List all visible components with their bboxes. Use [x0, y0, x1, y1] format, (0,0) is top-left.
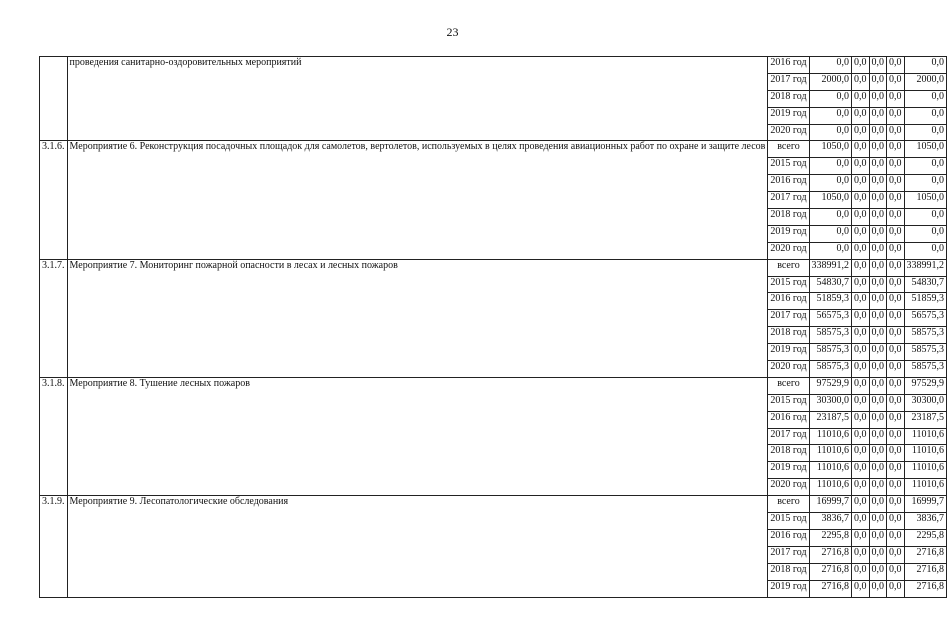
value-cell: 0,0 [887, 563, 905, 580]
value-cell: 0,0 [869, 377, 887, 394]
value-cell: 0,0 [887, 242, 905, 259]
year-cell: 2017 год [768, 192, 809, 209]
measure-description: Мероприятие 7. Мониторинг пожарной опасности в лесах и лесных пожаров [67, 259, 768, 377]
value-cell: 0,0 [869, 158, 887, 175]
value-cell: 16999,7 [809, 496, 852, 513]
value-cell: 23187,5 [904, 411, 947, 428]
value-cell: 0,0 [887, 225, 905, 242]
value-cell: 0,0 [904, 90, 947, 107]
year-cell: 2016 год [768, 175, 809, 192]
value-cell: 0,0 [887, 192, 905, 209]
value-cell: 338991,2 [809, 259, 852, 276]
value-cell: 0,0 [852, 57, 870, 74]
value-cell: 0,0 [887, 529, 905, 546]
value-cell: 51859,3 [904, 293, 947, 310]
value-cell: 0,0 [869, 546, 887, 563]
year-cell: 2016 год [768, 57, 809, 74]
value-cell: 0,0 [887, 377, 905, 394]
value-cell: 0,0 [887, 344, 905, 361]
value-cell: 0,0 [887, 428, 905, 445]
value-cell: 0,0 [809, 124, 852, 141]
value-cell: 0,0 [869, 513, 887, 530]
value-cell: 11010,6 [904, 428, 947, 445]
value-cell: 56575,3 [809, 310, 852, 327]
value-cell: 0,0 [887, 259, 905, 276]
value-cell: 1050,0 [809, 192, 852, 209]
value-cell: 0,0 [852, 513, 870, 530]
value-cell: 0,0 [869, 276, 887, 293]
measure-code: 3.1.9. [40, 496, 68, 597]
value-cell: 0,0 [887, 310, 905, 327]
value-cell: 1050,0 [904, 141, 947, 158]
value-cell: 0,0 [869, 394, 887, 411]
value-cell: 0,0 [852, 428, 870, 445]
value-cell: 0,0 [887, 141, 905, 158]
value-cell: 0,0 [904, 57, 947, 74]
measure-description: проведения санитарно-оздоровительных мероприятий [67, 57, 768, 141]
value-cell: 0,0 [869, 327, 887, 344]
table-body [40, 57, 947, 598]
value-cell: 0,0 [852, 580, 870, 597]
value-cell: 0,0 [852, 546, 870, 563]
value-cell: 0,0 [809, 57, 852, 74]
value-cell: 0,0 [852, 90, 870, 107]
value-cell: 58575,3 [809, 327, 852, 344]
year-cell: 2018 год [768, 90, 809, 107]
value-cell: 0,0 [852, 124, 870, 141]
year-cell: 2016 год [768, 411, 809, 428]
value-cell: 11010,6 [809, 428, 852, 445]
value-cell: 1050,0 [904, 192, 947, 209]
year-cell: 2015 год [768, 394, 809, 411]
value-cell: 0,0 [869, 259, 887, 276]
measure-description: Мероприятие 8. Тушение лесных пожаров [67, 377, 768, 495]
value-cell: 0,0 [852, 158, 870, 175]
value-cell: 11010,6 [809, 462, 852, 479]
value-cell: 0,0 [904, 209, 947, 226]
value-cell: 0,0 [809, 242, 852, 259]
value-cell: 0,0 [887, 293, 905, 310]
year-cell: 2019 год [768, 344, 809, 361]
page-number: 23 [446, 25, 459, 39]
value-cell: 0,0 [904, 225, 947, 242]
value-cell: 0,0 [869, 57, 887, 74]
value-cell: 0,0 [869, 90, 887, 107]
value-cell: 0,0 [852, 141, 870, 158]
year-cell: 2017 год [768, 546, 809, 563]
value-cell: 0,0 [852, 462, 870, 479]
value-cell: 30300,0 [904, 394, 947, 411]
value-cell: 58575,3 [809, 361, 852, 378]
value-cell: 0,0 [869, 124, 887, 141]
value-cell: 0,0 [869, 344, 887, 361]
year-cell: 2015 год [768, 276, 809, 293]
value-cell: 0,0 [852, 73, 870, 90]
value-cell: 0,0 [852, 361, 870, 378]
value-cell: 0,0 [852, 276, 870, 293]
value-cell: 0,0 [809, 107, 852, 124]
value-cell: 97529,9 [809, 377, 852, 394]
year-cell: 2020 год [768, 361, 809, 378]
value-cell: 0,0 [869, 445, 887, 462]
year-cell: 2019 год [768, 225, 809, 242]
value-cell: 0,0 [887, 276, 905, 293]
value-cell: 2716,8 [809, 546, 852, 563]
value-cell: 0,0 [869, 73, 887, 90]
value-cell: 0,0 [852, 310, 870, 327]
value-cell: 2295,8 [809, 529, 852, 546]
value-cell: 0,0 [869, 242, 887, 259]
value-cell: 0,0 [869, 462, 887, 479]
value-cell: 56575,3 [904, 310, 947, 327]
value-cell: 0,0 [887, 513, 905, 530]
value-cell: 0,0 [869, 225, 887, 242]
year-cell: 2016 год [768, 529, 809, 546]
year-cell: всего [768, 259, 809, 276]
value-cell: 0,0 [887, 124, 905, 141]
value-cell: 3836,7 [904, 513, 947, 530]
value-cell: 0,0 [869, 580, 887, 597]
value-cell: 0,0 [869, 107, 887, 124]
value-cell: 0,0 [869, 192, 887, 209]
year-cell: 2020 год [768, 479, 809, 496]
value-cell: 2000,0 [904, 73, 947, 90]
value-cell: 51859,3 [809, 293, 852, 310]
value-cell: 0,0 [809, 158, 852, 175]
value-cell: 0,0 [852, 563, 870, 580]
value-cell: 0,0 [887, 394, 905, 411]
value-cell: 0,0 [869, 479, 887, 496]
value-cell: 3836,7 [809, 513, 852, 530]
value-cell: 58575,3 [904, 361, 947, 378]
value-cell: 0,0 [904, 158, 947, 175]
year-cell: всего [768, 141, 809, 158]
value-cell: 0,0 [887, 327, 905, 344]
value-cell: 0,0 [887, 209, 905, 226]
value-cell: 0,0 [852, 225, 870, 242]
measure-code: 3.1.7. [40, 259, 68, 377]
value-cell: 0,0 [869, 563, 887, 580]
year-cell: 2018 год [768, 327, 809, 344]
value-cell: 0,0 [904, 242, 947, 259]
value-cell: 0,0 [887, 479, 905, 496]
value-cell: 0,0 [904, 107, 947, 124]
value-cell: 2716,8 [904, 546, 947, 563]
value-cell: 30300,0 [809, 394, 852, 411]
value-cell: 0,0 [852, 394, 870, 411]
value-cell: 0,0 [869, 293, 887, 310]
table-row [40, 259, 947, 276]
value-cell: 0,0 [852, 175, 870, 192]
value-cell: 0,0 [869, 411, 887, 428]
value-cell: 54830,7 [809, 276, 852, 293]
year-cell: 2019 год [768, 462, 809, 479]
value-cell: 11010,6 [904, 445, 947, 462]
table-row [40, 141, 947, 158]
table-row [40, 57, 947, 74]
year-cell: 2018 год [768, 445, 809, 462]
value-cell: 58575,3 [809, 344, 852, 361]
value-cell: 23187,5 [809, 411, 852, 428]
value-cell: 0,0 [852, 445, 870, 462]
year-cell: 2019 год [768, 580, 809, 597]
value-cell: 0,0 [887, 462, 905, 479]
value-cell: 11010,6 [809, 479, 852, 496]
value-cell: 0,0 [887, 496, 905, 513]
value-cell: 1050,0 [809, 141, 852, 158]
value-cell: 11010,6 [809, 445, 852, 462]
value-cell: 0,0 [809, 175, 852, 192]
value-cell: 2000,0 [809, 73, 852, 90]
value-cell: 0,0 [887, 90, 905, 107]
value-cell: 0,0 [852, 209, 870, 226]
value-cell: 0,0 [887, 107, 905, 124]
value-cell: 0,0 [887, 158, 905, 175]
value-cell: 338991,2 [904, 259, 947, 276]
value-cell: 0,0 [887, 361, 905, 378]
value-cell: 0,0 [852, 377, 870, 394]
value-cell: 0,0 [852, 344, 870, 361]
value-cell: 0,0 [852, 529, 870, 546]
value-cell: 0,0 [887, 175, 905, 192]
year-cell: 2019 год [768, 107, 809, 124]
value-cell: 0,0 [869, 496, 887, 513]
value-cell: 0,0 [869, 141, 887, 158]
measure-description: Мероприятие 6. Реконструкция посадочных площадок для самолетов, вертолетов, используемых в целях проведения авиационных работ по охране и защите лесов [67, 141, 768, 259]
value-cell: 0,0 [887, 580, 905, 597]
value-cell: 0,0 [852, 411, 870, 428]
value-cell: 0,0 [869, 428, 887, 445]
year-cell: 2017 год [768, 428, 809, 445]
value-cell: 0,0 [852, 242, 870, 259]
measure-code [40, 57, 68, 141]
value-cell: 58575,3 [904, 327, 947, 344]
value-cell: 0,0 [869, 209, 887, 226]
value-cell: 0,0 [869, 310, 887, 327]
year-cell: 2020 год [768, 124, 809, 141]
value-cell: 97529,9 [904, 377, 947, 394]
year-cell: 2018 год [768, 209, 809, 226]
table-row [40, 496, 947, 513]
value-cell: 0,0 [809, 90, 852, 107]
value-cell: 0,0 [869, 361, 887, 378]
value-cell: 2716,8 [904, 563, 947, 580]
value-cell: 16999,7 [904, 496, 947, 513]
value-cell: 11010,6 [904, 462, 947, 479]
measure-code: 3.1.6. [40, 141, 68, 259]
value-cell: 2716,8 [809, 580, 852, 597]
year-cell: всего [768, 377, 809, 394]
value-cell: 0,0 [809, 225, 852, 242]
value-cell: 0,0 [869, 529, 887, 546]
value-cell: 2295,8 [904, 529, 947, 546]
value-cell: 0,0 [869, 175, 887, 192]
year-cell: 2018 год [768, 563, 809, 580]
value-cell: 0,0 [852, 293, 870, 310]
value-cell: 0,0 [852, 107, 870, 124]
year-cell: 2015 год [768, 158, 809, 175]
value-cell: 0,0 [852, 479, 870, 496]
year-cell: 2017 год [768, 310, 809, 327]
value-cell: 11010,6 [904, 479, 947, 496]
value-cell: 0,0 [904, 124, 947, 141]
value-cell: 2716,8 [904, 580, 947, 597]
year-cell: 2020 год [768, 242, 809, 259]
value-cell: 54830,7 [904, 276, 947, 293]
value-cell: 0,0 [852, 192, 870, 209]
value-cell: 2716,8 [809, 563, 852, 580]
value-cell: 0,0 [887, 411, 905, 428]
year-cell: 2017 год [768, 73, 809, 90]
measure-description: Мероприятие 9. Лесопатологические обследования [67, 496, 768, 597]
table-row [40, 377, 947, 394]
value-cell: 0,0 [887, 546, 905, 563]
year-cell: 2016 год [768, 293, 809, 310]
value-cell: 0,0 [809, 209, 852, 226]
measure-code: 3.1.8. [40, 377, 68, 495]
value-cell: 0,0 [904, 175, 947, 192]
value-cell: 0,0 [852, 259, 870, 276]
value-cell: 0,0 [852, 496, 870, 513]
value-cell: 0,0 [887, 445, 905, 462]
year-cell: всего [768, 496, 809, 513]
budget-table [39, 56, 947, 598]
value-cell: 58575,3 [904, 344, 947, 361]
value-cell: 0,0 [852, 327, 870, 344]
value-cell: 0,0 [887, 57, 905, 74]
year-cell: 2015 год [768, 513, 809, 530]
value-cell: 0,0 [887, 73, 905, 90]
